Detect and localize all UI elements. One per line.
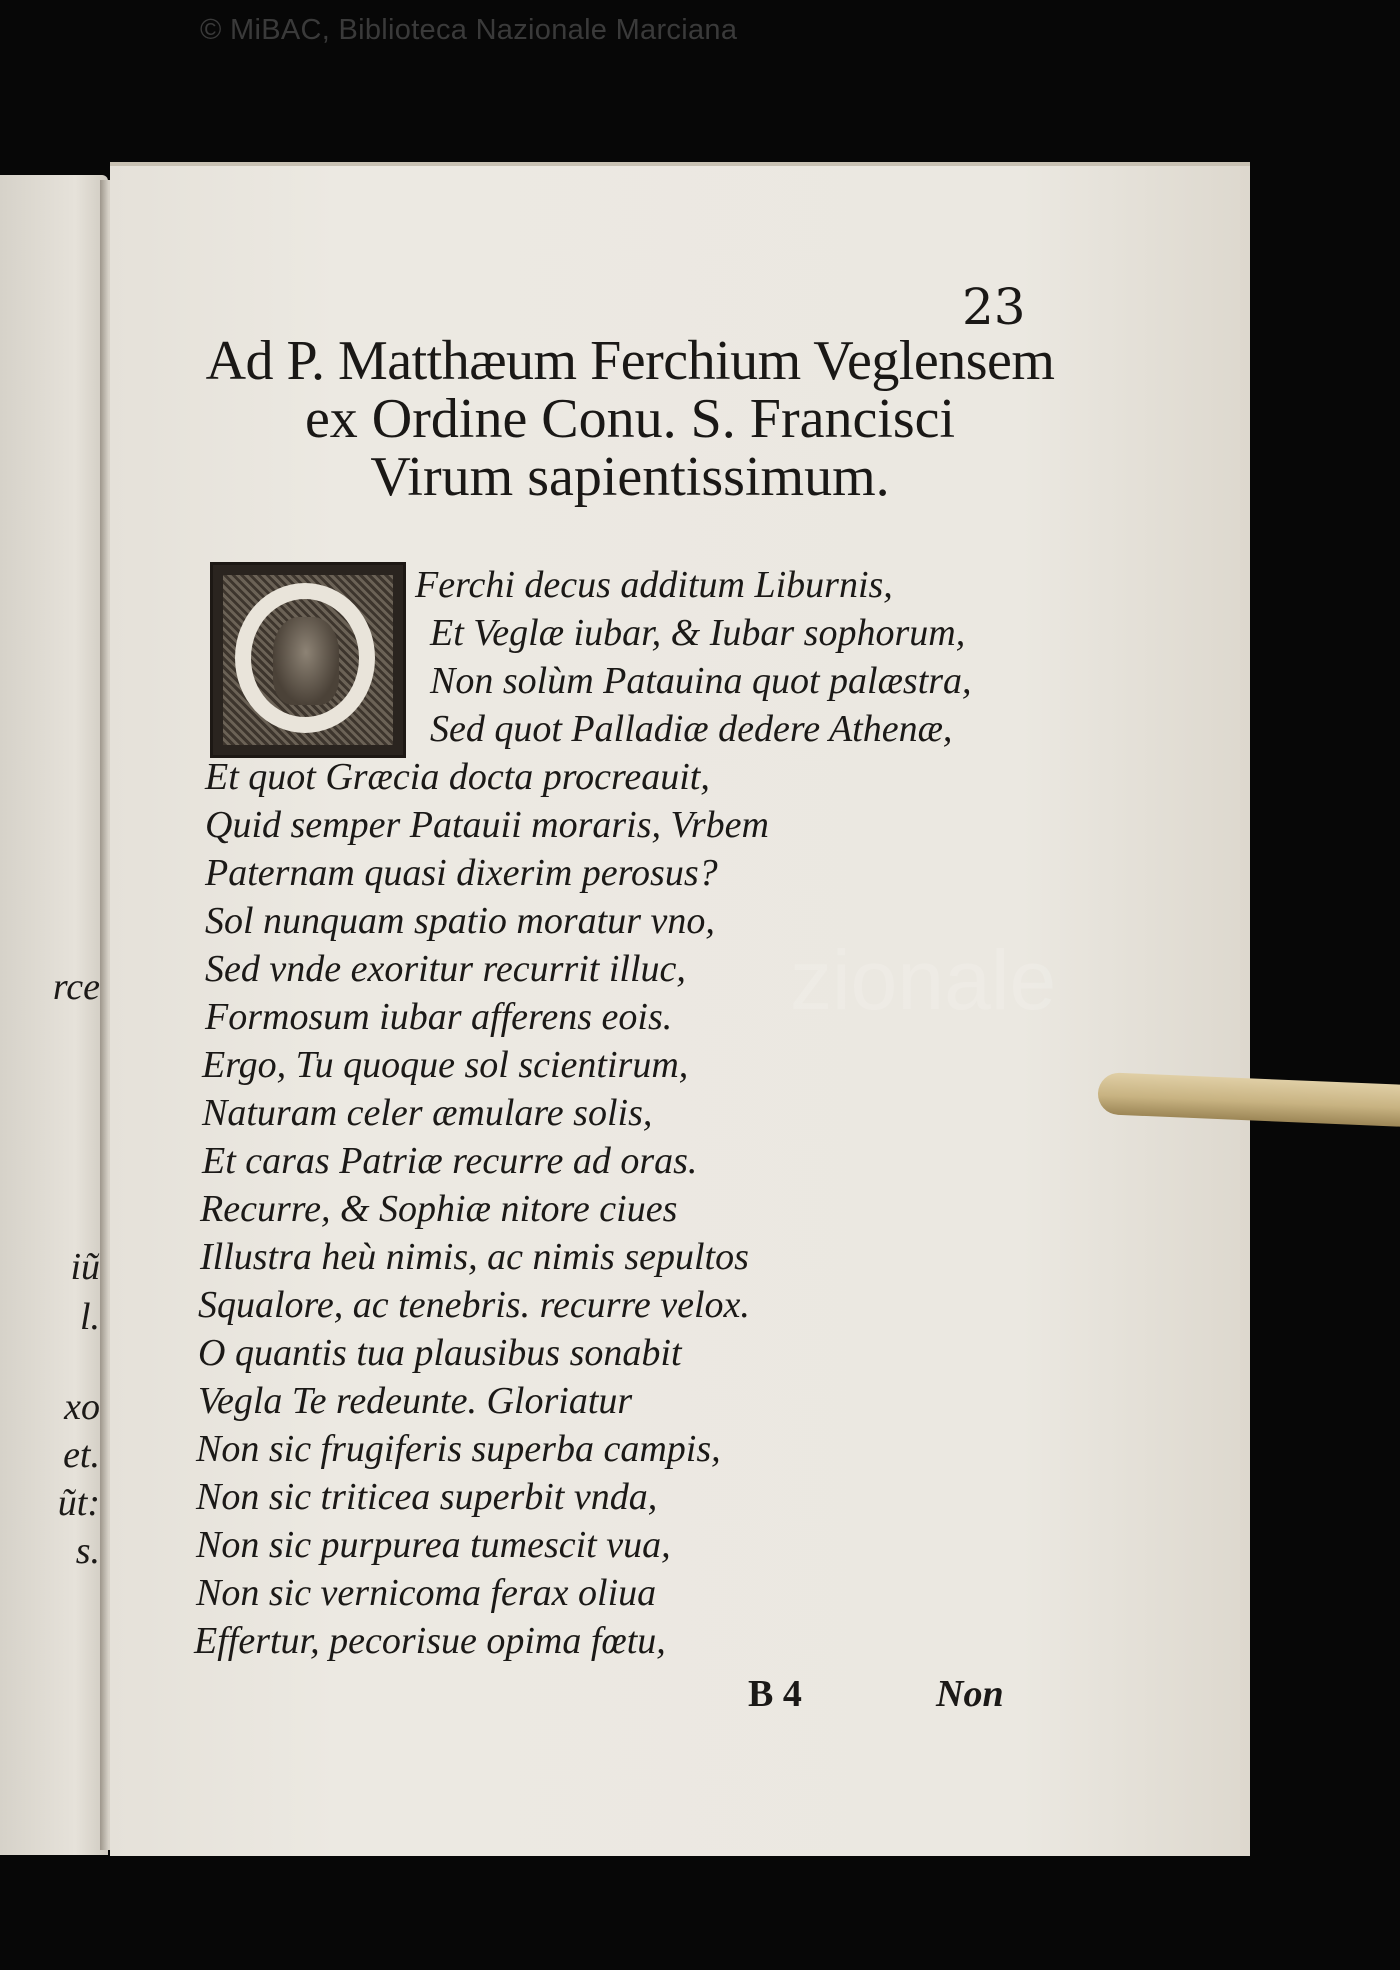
verse-line: Quid semper Patauii moraris, Vrbem <box>205 804 769 846</box>
verse-line: Et quot Græcia docta procreauit, <box>205 756 710 798</box>
verse-line: Formosum iubar afferens eois. <box>205 996 673 1038</box>
copyright-watermark: © MiBAC, Biblioteca Nazionale Marciana <box>200 14 738 46</box>
left-page-fragment: l. <box>79 1296 100 1338</box>
left-page-fragment: iũ <box>70 1246 100 1288</box>
verse-line: Sed vnde exoritur recurrit illuc, <box>205 948 686 990</box>
page-number: 23 <box>962 278 1026 336</box>
left-page-fragment: rce <box>52 966 100 1008</box>
decorated-initial-image <box>210 562 406 758</box>
signature-mark: B 4 <box>748 1673 802 1715</box>
verse-line: Non sic triticea superbit vnda, <box>196 1476 658 1518</box>
previous-page <box>0 175 108 1855</box>
verse-line: Non sic frugiferis superba campis, <box>196 1428 721 1470</box>
verse-line: Non sic purpurea tumescit vua, <box>196 1524 671 1566</box>
verse-line: Effertur, pecorisue opima fœtu, <box>194 1620 666 1662</box>
heading-line: Ad P. Matthæum Ferchium Veglensem <box>205 330 1055 392</box>
verse-line: Et caras Patriæ recurre ad oras. <box>202 1140 698 1182</box>
faint-watermark: zionale <box>790 933 1057 1027</box>
verse-line: Et Veglæ iubar, & Iubar sophorum, <box>430 612 966 654</box>
verse-line: Ergo, Tu quoque sol scientirum, <box>202 1044 689 1086</box>
left-page-fragment: et. <box>63 1434 100 1476</box>
heading-line: ex Ordine Conu. S. Francisci <box>304 388 956 450</box>
verse-line: Squalore, ac tenebris. recurre velox. <box>198 1284 750 1326</box>
left-page-fragment: s. <box>75 1530 100 1572</box>
verse-line: Ferchi decus additum Liburnis, <box>415 564 893 606</box>
poem-heading <box>150 332 1110 506</box>
verse-line: Sed quot Palladiæ dedere Athenæ, <box>430 708 953 750</box>
verse-line: Recurre, & Sophiæ nitore ciues <box>200 1188 678 1230</box>
verse-line: Non sic vernicoma ferax oliua <box>196 1572 657 1614</box>
verse-line: Naturam celer æmulare solis, <box>202 1092 653 1134</box>
engraved-figure-illustration <box>273 617 339 705</box>
verse-line: Illustra heù nimis, ac nimis sepultos <box>200 1236 749 1278</box>
verse-line: Vegla Te redeunte. Gloriatur <box>198 1380 633 1422</box>
verse-line: Sol nunquam spatio moratur vno, <box>205 900 715 942</box>
verse-line: Paternam quasi dixerim perosus? <box>205 852 718 894</box>
left-page-fragment: ũt: <box>57 1482 100 1524</box>
verse-line: O quantis tua plausibus sonabit <box>198 1332 682 1374</box>
catchword: Non <box>936 1673 1004 1715</box>
heading-line: Virum sapientissimum. <box>370 446 890 508</box>
verse-line: Non solùm Patauina quot palæstra, <box>430 660 972 702</box>
left-page-fragment: xo <box>64 1386 100 1428</box>
